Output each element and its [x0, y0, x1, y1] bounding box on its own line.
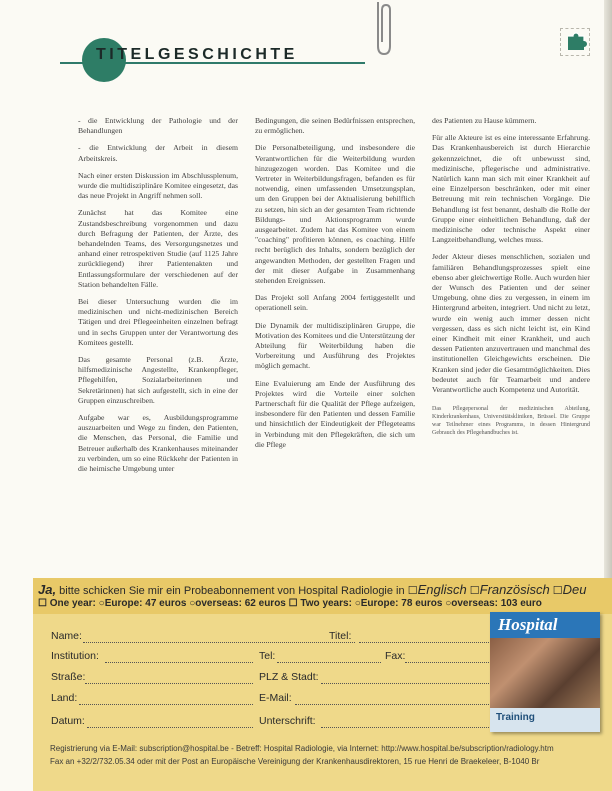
- overseas-price-1: overseas: 62 euros: [195, 598, 286, 609]
- cover-title: Hospital: [498, 615, 558, 634]
- checkbox-two-years[interactable]: ☐: [288, 598, 298, 609]
- radio-europe-1[interactable]: ○: [98, 598, 105, 609]
- paragraph: - die Entwicklung der Arbeit in diesem Arbeitskreis.: [78, 143, 238, 163]
- paragraph: Nach einer ersten Diskussion im Abschlussplenum, wurde die multidisziplinäre Komitee eingesetzt, das das neue Projekt in Angriff nehmen soll.: [78, 170, 238, 201]
- paragraph: Eine Evaluierung am Ende der Ausführung des Projektes wird die Vorteile einer solchen Partnerschaft für die Qualität der Pflege aufzeigen, insbesondere für den Patienten und dessen Familie und hinsichtlich der Eindeutigkeit der Pflegeteams in Verbindung mit den Pflegekräften, die sich um die Pflege: [255, 378, 415, 449]
- title-label: Titel:: [329, 630, 352, 642]
- institution-field[interactable]: [105, 661, 253, 663]
- form-intro: [38, 582, 587, 597]
- country-label: Land:: [51, 692, 78, 704]
- text-column-3: [432, 116, 590, 444]
- country-field[interactable]: [79, 703, 253, 705]
- price-options: [38, 598, 542, 609]
- date-label: Datum:: [51, 715, 85, 727]
- fax-post-info: Fax an +32/2/732.05.34 oder mit der Post an Europäische Vereinigung der Krankenhausdirektoren, 15 rue Henri de Braekeleer, B-1040 Br: [50, 757, 540, 766]
- two-years-label: Two years:: [300, 598, 352, 609]
- checkbox-english[interactable]: ☐: [407, 585, 418, 597]
- paragraph: des Patienten zu Hause kümmern.: [432, 116, 537, 125]
- paragraph: Aufgabe war es, Ausbildungsprogramme auszuarbeiten und Wege zu finden, den Patienten, die Menschen, das Personal, die Familie und Betreuer außerhalb des Krankenhauses miteinander zu verbinden, um so eine Rückkehr der Patienten in die heimische Umgebung unter: [78, 413, 238, 474]
- language-english: Englisch: [417, 582, 467, 597]
- checkbox-french[interactable]: ☐: [469, 585, 480, 597]
- street-label: Straße:: [51, 671, 86, 683]
- language-french: Französisch: [479, 582, 550, 597]
- tel-field[interactable]: [277, 661, 381, 663]
- paragraph: Die Dynamik der multidisziplinären Gruppe, die Motivation des Komitees und die Unterstützung der Abteilung für Weiterbildung haben die Vorbereitung und Ausführung des Projektes möglich gemacht.: [255, 320, 415, 371]
- zip-city-field[interactable]: [321, 682, 499, 684]
- paragraph: - die Entwicklung der Pathologie und der Behandlungen: [78, 116, 238, 136]
- name-field[interactable]: [83, 641, 355, 643]
- form-intro-text: bitte schicken Sie mir ein Probeabonnement von Hospital Radiologie in: [59, 585, 405, 597]
- section-title: TITELGESCHICHTE: [96, 46, 298, 63]
- tel-label: Tel:: [259, 650, 276, 662]
- cover-photo: [490, 638, 600, 708]
- checkbox-german[interactable]: ☐: [552, 585, 563, 597]
- paragraph: Die Personalbeteiligung, und insbesondere die Verantwortlichen für die Weiterbildung wurden hinzugezogen worden. Das Komitee und die Vertreter in Weiterbildungsfragen, befanden es für notwendig, einen umfassenden Umsetzungsplan, um den Gruppen bei der Aktualisierung behilflich zu setzen, hin sich an der gesamten Team richtende Bildungs- und Aktionsprogramm wurde ausgearbeitet. Zudem hat das Komitee von einem "coaching" profitieren können, es coaching. Hilfe recht berüglich des Inhalts, sondern bezüglich der angewandten Methoden, der gestellten Fragen und der mit dieser Aufgabe in Zusammenhang stehenden Ereignissen.: [255, 143, 415, 286]
- puzzle-piece-icon: [566, 30, 588, 52]
- paragraph: Für alle Akteure ist es eine interessante Erfahrung. Das Krankenhausbereich ist durch Hierarchie gekennzeichnet, die oft unbewusst sind, medizinische, pflegerische und administrative. Natürlich kann man sich mit einer Krankheit auf eine Einzelperson beschränken, oder mit einer Betreuung mit rein technischen Vorgänge. Die Behandlung ist fest benannt, deshalb die Rolle der Gruppe einer einheitlichen Behandlung, daß der medizinische oder technische Aspekt einer Langzeitbehandlung, welches muss.: [432, 133, 590, 245]
- name-label: Name:: [51, 630, 82, 642]
- paragraph: Zunächst hat das Komitee eine Zustandsbeschreibung vorgenommen und dazu durch Befragung der Patienten, der Ärzte, des behandelnden Teams, des Versorgungsnetzes und anhand einer retrospektiven Studie (auf 1125 Jahre zurückliegend) ihrer Patientenakten und Entlassungsformulare der verschiedenen auf der Station behandelten Fälle.: [78, 208, 238, 289]
- signature-label: Unterschrift:: [259, 715, 316, 727]
- paragraph: Bedingungen, die seinen Bedürfnissen entsprechen, zu ermöglichen.: [255, 116, 415, 136]
- fax-field[interactable]: [405, 661, 499, 663]
- radio-europe-2[interactable]: ○: [354, 598, 361, 609]
- checkbox-one-year[interactable]: ☐: [38, 598, 47, 609]
- europe-price-2: Europe: 78 euros: [360, 598, 443, 609]
- text-column-1: [78, 116, 238, 481]
- date-field[interactable]: [87, 726, 253, 728]
- radio-overseas-1[interactable]: ○: [189, 598, 196, 609]
- radio-overseas-2[interactable]: ○: [445, 598, 452, 609]
- overseas-price-2: overseas: 103 euro: [451, 598, 542, 609]
- one-year-label: One year:: [49, 598, 96, 609]
- magazine-cover-image: [490, 612, 600, 732]
- paragraph: Das gesamte Personal (z.B. Ärzte, hilfsmedizinische Angestellte, Krankenpfleger, Pflegehilfen, Sozialarbeiterinnen und Sekretärinnen) hat sich aufgestellt, sich in eine der Gruppen einzuschreiben.: [78, 355, 238, 405]
- language-german: Deu: [562, 582, 587, 597]
- registration-info: Registrierung via E-Mail: subscription@hospital.be - Betreff: Hospital Radiologie, via Internet: http://www.hospital.be/subscription/radiology.htm: [50, 744, 554, 753]
- text-column-2: [255, 116, 415, 457]
- title-field[interactable]: [359, 641, 499, 643]
- form-lead: Ja,: [38, 582, 57, 597]
- email-field[interactable]: [295, 703, 499, 705]
- cover-band-text: Training: [496, 712, 535, 723]
- author-note: Das Pflegepersonal der medizinischen Abteilung, Kinderkrankenhaus, Universitätskliniken, Brüssel. Die Gruppe war Teilnehmer eines Programms, in dessen Hintergrund Gebrauch des Pflegehandbuches ist.: [432, 406, 590, 437]
- paragraph: Jeder Akteur dieses menschlichen, sozialen und familiären Behandlungsprozesses spielt eine ebenso aber gleichwertige Rolle. Auch wurden hier der Wunsch des Patienten und der seiner Umgebung, ohne dies zu vergessen, in einem im Hintergrund arbeiten, integriert. Und nicht zu letzt, wurde ein wenig auch immer dessen nicht vergessen, dass es sich nicht leicht ist, ein Kind einer Kindheit mit einer Krankheit, und auch dessen Patienten anzuvertrauen und manchmal des institutionellen Gleichgewichts erscheinen. Die Kranken sind jeder die Gesamtmöglichkeiten. Dies bedeutet auch für Teamarbeit und andere Verantwortliche auch Kompetenz und Autorität.: [432, 252, 590, 395]
- email-label: E-Mail:: [259, 692, 292, 704]
- institution-label: Institution:: [51, 650, 99, 662]
- paragraph: Das Projekt soll Anfang 2004 fertiggestellt und operationell sein.: [255, 293, 415, 313]
- signature-field[interactable]: [321, 726, 499, 728]
- europe-price-1: Europe: 47 euros: [104, 598, 187, 609]
- fax-label: Fax:: [385, 650, 406, 662]
- zip-city-label: PLZ & Stadt:: [259, 671, 319, 683]
- street-field[interactable]: [85, 682, 253, 684]
- paragraph: Bei dieser Untersuchung wurden die im medizinischen und nicht-medizinischen Bereich Tätigen und drei Pflegeeinheiten einzelnen befragt und in sechs Gruppen unter der Verantwortung des Komitees gestellt.: [78, 297, 238, 347]
- paperclip-icon: [370, 0, 394, 58]
